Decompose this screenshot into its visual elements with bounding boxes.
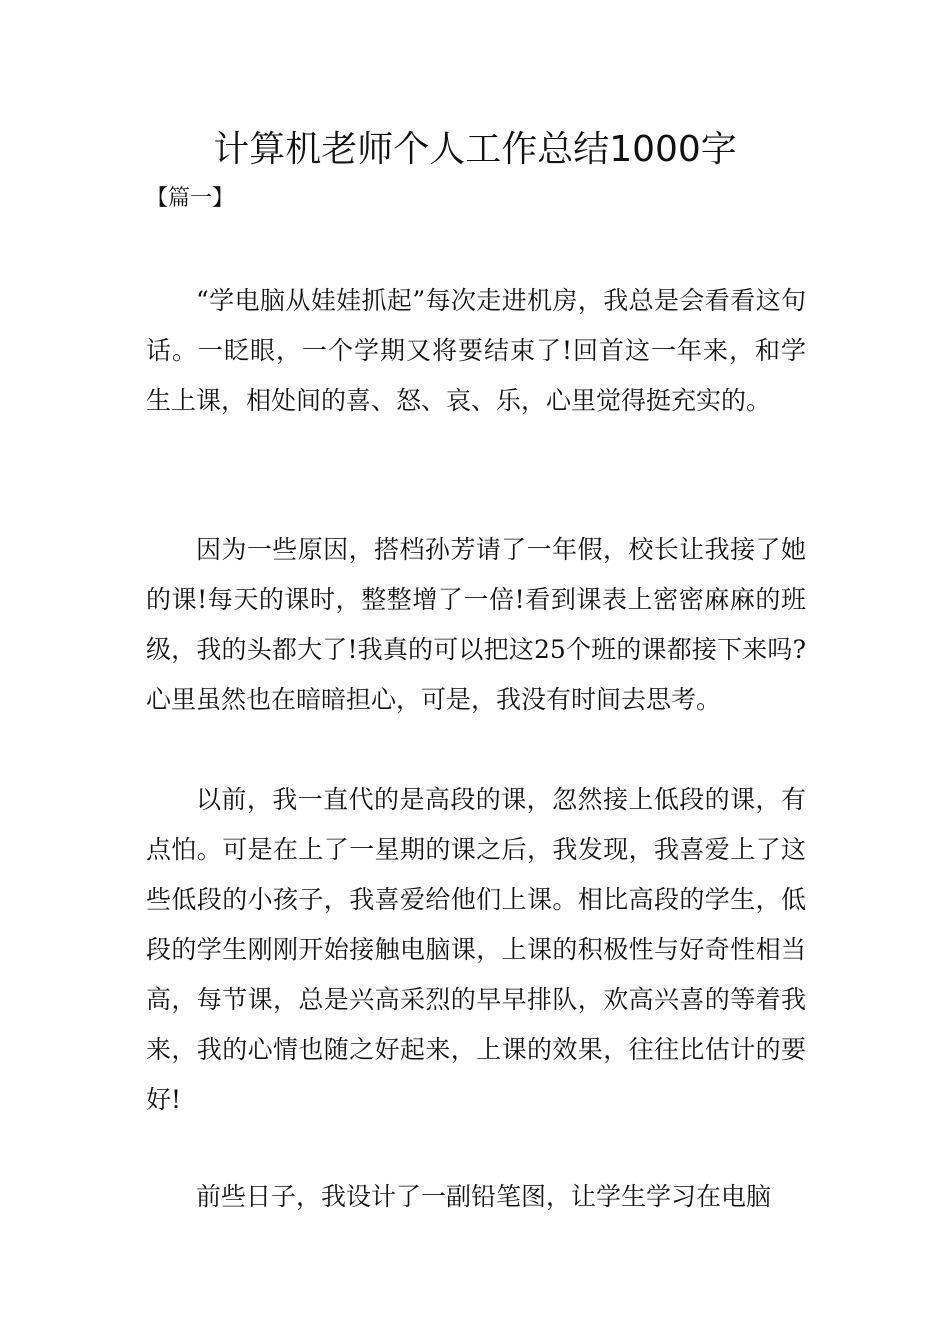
paragraph-1: “学电脑从娃娃抓起”每次走进机房，我总是会看看这句话。一眨眼，一个学期又将要结束了!回首这一年来，和学生上课，相处间的喜、怒、哀、乐，心里觉得挺充实的。 (146, 286, 806, 415)
section-label: 【篇一】 (146, 186, 235, 211)
paragraph-4: 前些日子，我设计了一副铅笔图，让学生学习在电脑 (196, 1182, 772, 1211)
paragraph-2: 因为一些原因，搭档孙芳请了一年假，校长让我接了她的课!每天的课时，整整增了一倍!看到课表上密密麻麻的班级，我的头都大了!我真的可以把这25个班的课都接下来吗?心里虽然也在暗暗担心，可是，我没有时间去思考。 (146, 535, 806, 714)
paragraph-3: 以前，我一直代的是高段的课，忽然接上低段的课，有点怕。可是在上了一星期的课之后，我发现，我喜爱上了这些低段的小孩子，我喜爱给他们上课。相比高段的学生，低段的学生刚刚开始接触电脑课，上课的积极性与好奇性相当高，每节课，总是兴高采烈的早早排队，欢高兴喜的等着我来，我的心情也随之好起来，上课的效果，往往比估计的要好! (146, 785, 806, 1114)
document-title: 计算机老师个人工作总结1000字 (213, 129, 737, 170)
